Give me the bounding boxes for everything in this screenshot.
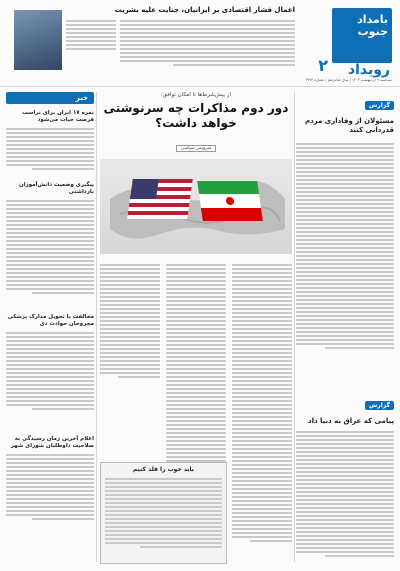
- report-headline: مسئولان از وفاداری مردم قدردانی کنند: [304, 117, 394, 134]
- report-column: [296, 92, 394, 362]
- main-story-illustration: [100, 159, 292, 254]
- news-item-1-title: نمره ۱۷ ایران برای نراسب فرصت حیات می‌شود: [22, 110, 94, 123]
- column-divider-right: [294, 92, 295, 562]
- main-story: [100, 92, 292, 562]
- report-label: گزارش: [365, 101, 394, 110]
- news-header-label: خبر: [75, 94, 88, 102]
- news-item-2-body: [6, 198, 94, 308]
- news-item-4-title: اعلام آخرین زمان رسیدگی به صلاحیت داوطلبان شورای شهر: [10, 436, 94, 449]
- main-story-headline: دور دوم مذاکرات چه سرنوشتی خواهد داشت؟: [103, 101, 289, 130]
- news-item-3-body: [6, 330, 94, 430]
- news-item-1-body: [6, 126, 94, 176]
- masthead-divider: [0, 86, 400, 87]
- main-story-col-1: [232, 262, 292, 552]
- inner-box-title: باید خوب را قلد کنیم: [132, 466, 195, 473]
- masthead-logo-text: بامداد جنوب: [357, 13, 388, 38]
- dateline: سه‌شنبه ۹ اردیبهشت ۱۴۰۴ | سال شانزدهم | شماره ۳۳۷۴: [305, 78, 392, 82]
- report-bottom-label: گزارش: [365, 401, 394, 410]
- report-body: [296, 141, 394, 371]
- masthead-logo-block: [332, 8, 392, 63]
- iran-flag-graphic: [197, 181, 263, 221]
- inner-box: [100, 462, 227, 564]
- news-item-4-body: [6, 452, 94, 542]
- top-story-photo: [14, 10, 62, 70]
- main-story-kicker: از پیش‌شرط‌ها تا امکان توافق؛: [161, 92, 231, 98]
- top-story-body-side: [66, 18, 116, 76]
- main-story-col-3: [100, 262, 160, 382]
- section-title: رویداد: [347, 62, 390, 78]
- report-bottom-headline: پیامی که عراق به دنیا داد: [308, 417, 394, 425]
- inner-box-body: [101, 476, 226, 556]
- report-bottom-column: [296, 392, 394, 562]
- masthead: [0, 0, 400, 80]
- page-number: ۲: [318, 56, 328, 75]
- news-column: [6, 92, 94, 562]
- main-story-byline: سرویس سیاسی: [176, 145, 217, 152]
- report-bottom-body: [296, 429, 394, 569]
- news-item-3-title: مخالفت با تحویل مدارک پزشکی مجروحان حوادث دی: [7, 314, 94, 327]
- news-item-2-title: پیگیری وضعیت دانش‌آموزان بازداشتی: [19, 182, 94, 195]
- column-divider-left: [96, 92, 97, 562]
- top-story-title: اعمال فشار اقتصادی بر ایرانیان، جنایت علیه بشریت: [114, 6, 295, 14]
- us-flag-graphic: [127, 179, 193, 219]
- top-story-body: [120, 18, 295, 76]
- news-header: [6, 92, 94, 104]
